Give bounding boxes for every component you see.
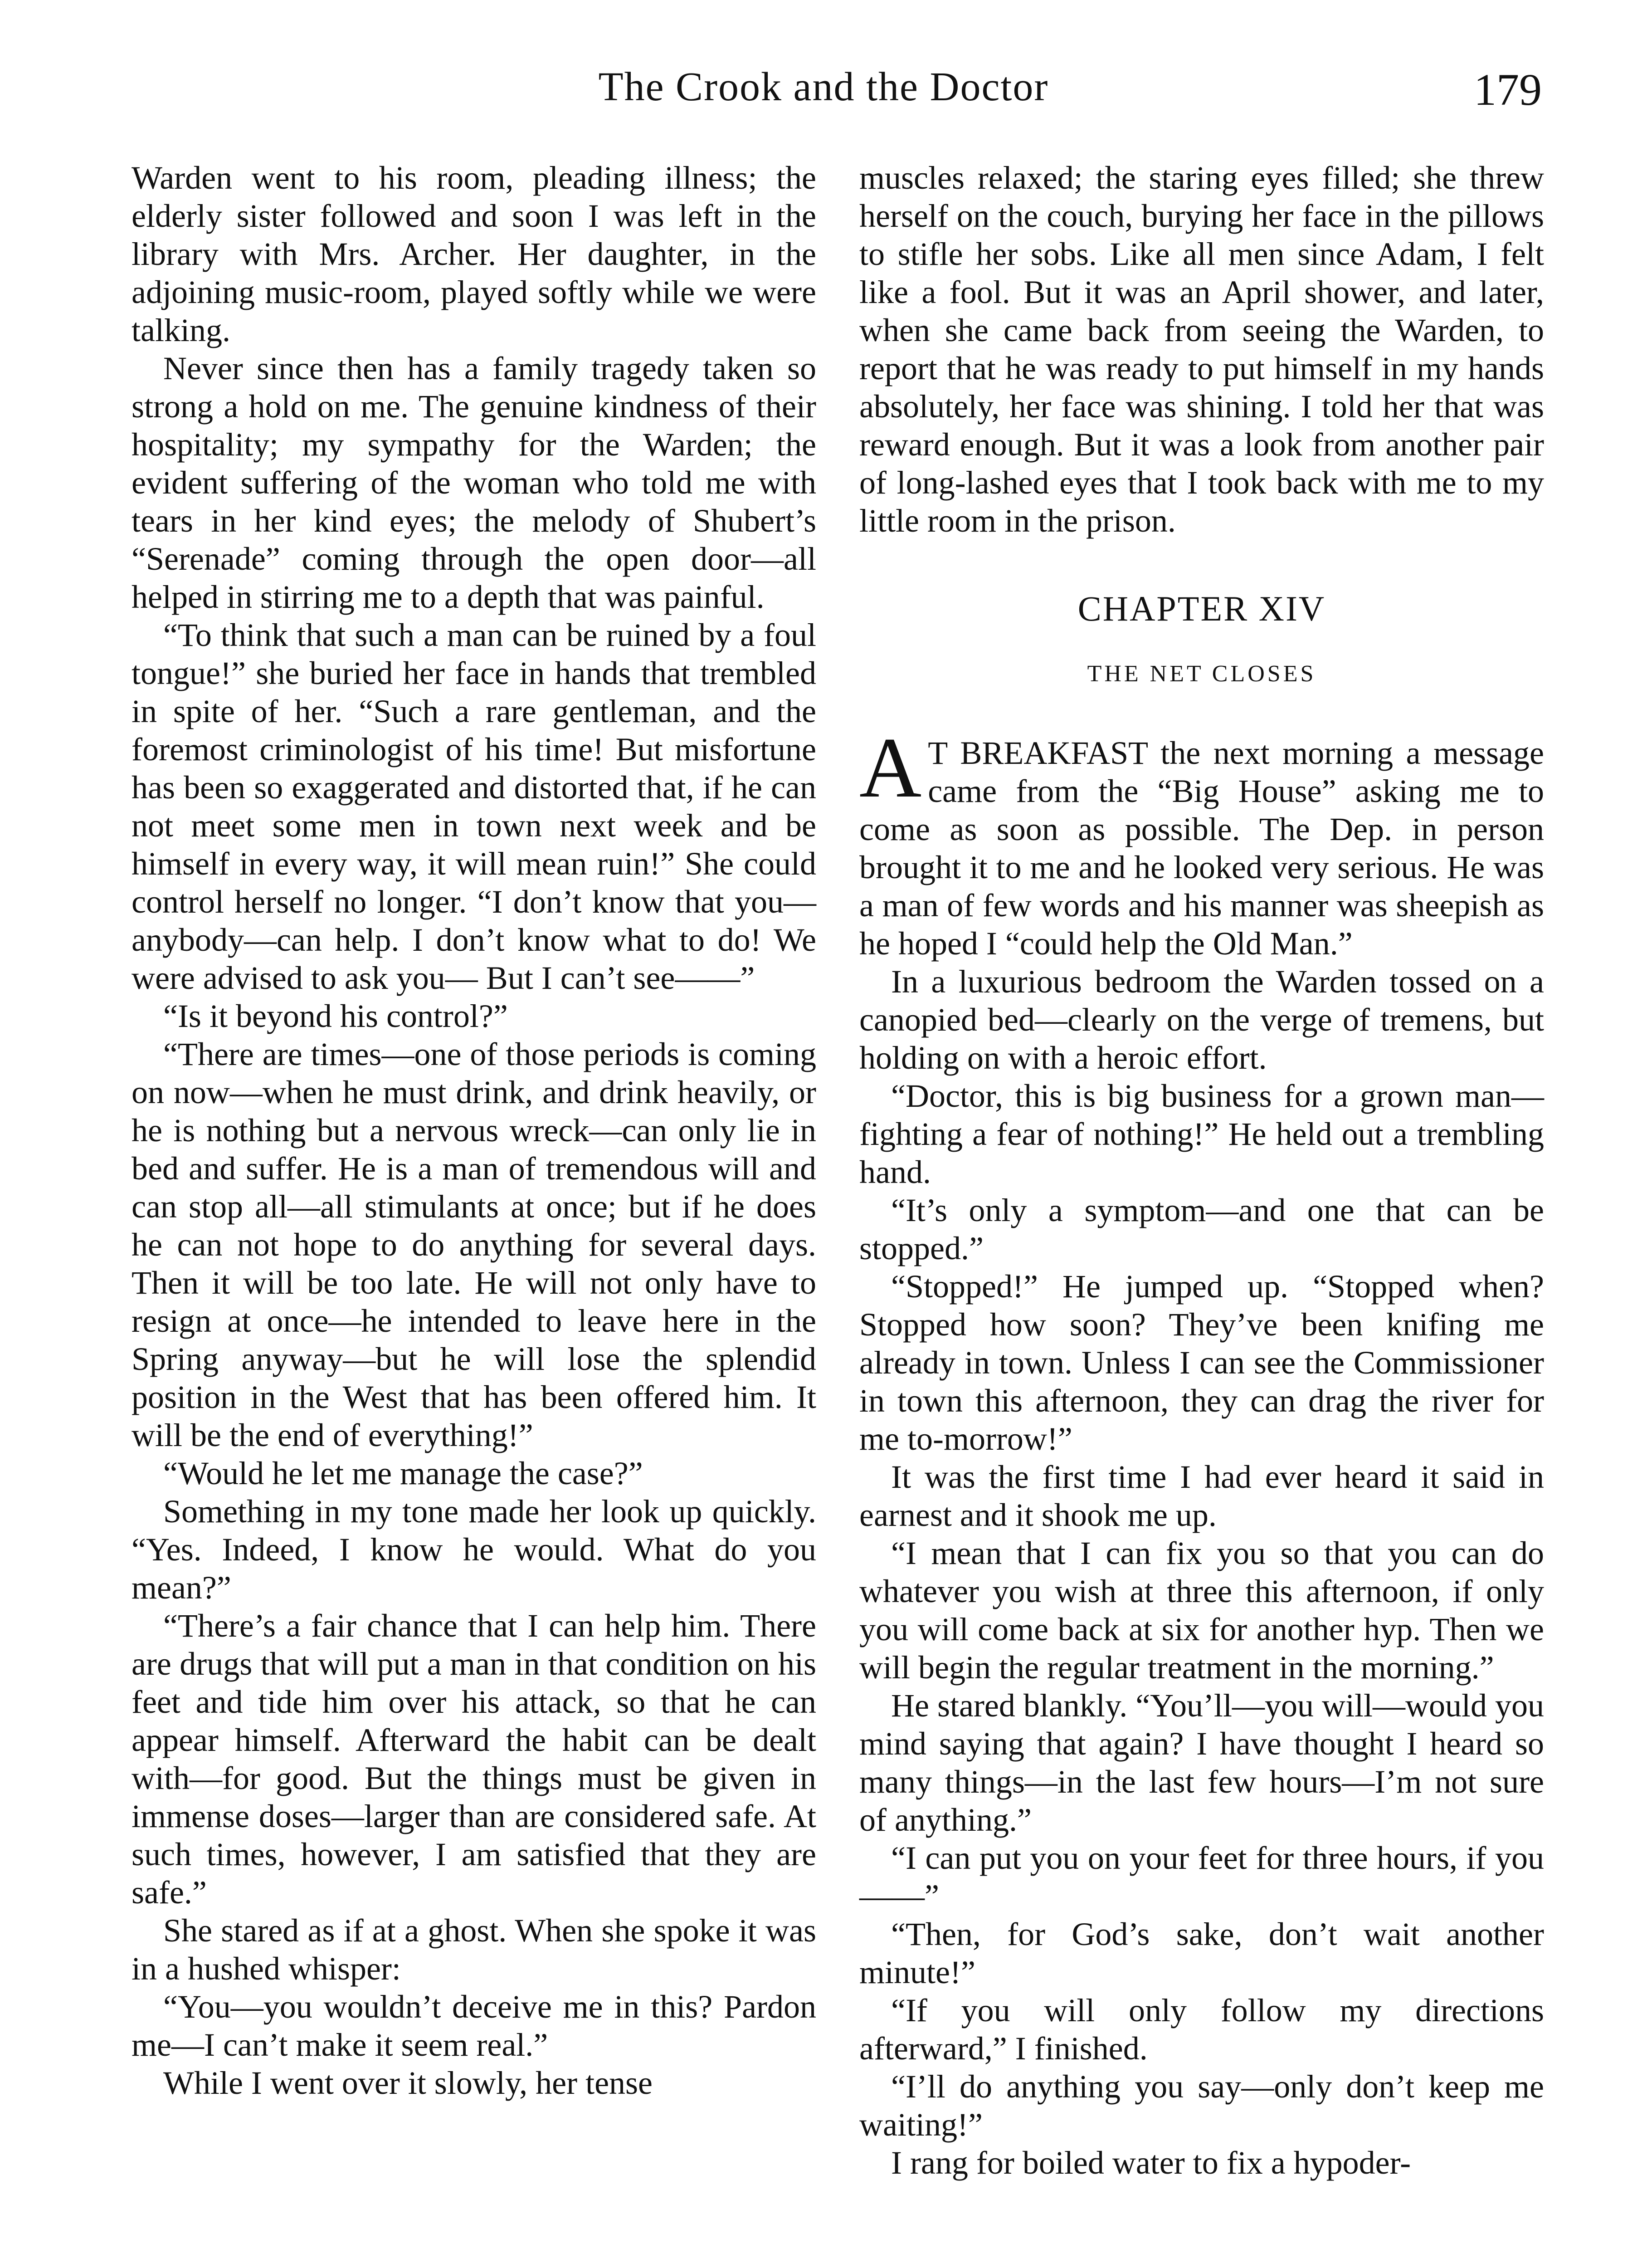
running-head-title: The Crook and the Doctor (598, 64, 1049, 109)
paragraph: It was the first time I had ever heard it said in earnest and it shook me up. (859, 1459, 1544, 1533)
paragraph: “I’ll do anything you say—only don’t keep me waiting!” (859, 2068, 1544, 2143)
paragraph: “Would he let me manage the case?” (163, 1455, 643, 1491)
paragraph: “To think that such a man can be ruined by a foul tongue!” she buried her face in hands that trembled in spite of her. “Such a rare gentleman, and the foremost criminologist of his time! But misfortune has been so exaggerated and distorted that, if he can not meet some men in town next week and be himself in every way, it will mean ruin!” She could control herself no longer. “I don’t know that you—anybody—can help. I don’t know what to do! We were advised to ask you— But I can’t see——” (132, 617, 816, 996)
paragraph: “Doctor, this is big business for a grown man—fighting a fear of nothing!” He held out a trembling hand. (859, 1078, 1544, 1190)
paragraph: In a luxurious bedroom the Warden tossed on a canopied bed—clearly on the verge of tremens, but holding on with a heroic effort. (859, 963, 1544, 1076)
paragraph: “It’s only a symptom—and one that can be stopped.” (859, 1192, 1544, 1266)
paragraph: “Is it beyond his control?” (163, 998, 508, 1034)
paragraph: muscles relaxed; the staring eyes filled; she threw herself on the couch, burying her face in the pillows to stifle her sobs. Like all men since Adam, I felt like a fool. But it was an April shower, and later, when she came back from seeing the Warden, to report that he was ready to put himself in my hands absolutely, her face was shining. I told her that was reward enough. But it was a look from another pair of long-lashed eyes that I took back with me to my little room in the prison. (859, 160, 1544, 539)
chapter-title: CHAPTER XIV (1077, 589, 1326, 628)
paragraph: Something in my tone made her look up quickly. “Yes. Indeed, I know he would. What do you mean?” (132, 1493, 816, 1606)
paragraph: While I went over it slowly, her tense (163, 2065, 653, 2101)
left-column (132, 159, 816, 2102)
paragraph: “There’s a fair chance that I can help him. There are drugs that will put a man in that condition on his feet and tide him over his attack, so that he can appear himself. Afterward the habit can be dealt with—for good. But the things must be given in immense doses—larger than are considered safe. At such times, however, I am satisfied that they are safe.” (132, 1608, 816, 1911)
opening-text: T BREAKFAST the next morning a message came from the “Big House” asking me to come as soon as possible. The Dep. in person brought it to me and he looked very serious. He was a man of few words and his manner was sheepish as he hoped I “could help the Old Man.” (859, 735, 1544, 962)
paragraph: “Stopped!” He jumped up. “Stopped when? Stopped how soon? They’ve been knifing me already in town. Unless I can see the Commissioner in town this afternoon, they can drag the river for me to-morrow!” (859, 1268, 1544, 1457)
paragraph: “You—you wouldn’t deceive me in this? Pardon me—I can’t make it seem real.” (132, 1989, 816, 2063)
paragraph: Warden went to his room, pleading illness; the elderly sister followed and soon I was left in the library with Mrs. Archer. Her daughter, in the adjoining music-room, played softly while we were talking. (132, 160, 816, 348)
drop-cap: A (859, 720, 922, 816)
paragraph: Never since then has a family tragedy taken so strong a hold on me. The genuine kindness of their hospitality; my sympathy for the Warden; the evident suffering of the woman who told me with tears in her kind eyes; the melody of Shubert’s “Serenade” coming through the open door—all helped in stirring me to a depth that was painful. (132, 350, 816, 615)
paragraph: I rang for boiled water to fix a hypoder- (891, 2145, 1411, 2181)
chapter-subtitle: THE NET CLOSES (1087, 661, 1316, 687)
paragraph: “I mean that I can fix you so that you can do whatever you wish at three this afternoon, if only you will come back at six for another hyp. Then we will begin the regular treatment in the morning.” (859, 1535, 1544, 1686)
paragraph: “I can put you on your feet for three hours, if you——” (859, 1840, 1544, 1914)
paragraph: He stared blankly. “You’ll—you will—would you mind saying that again? I have thought I heard so many things—in the last few hours—I’m not sure of anything.” (859, 1687, 1544, 1838)
paragraph: “Then, for God’s sake, don’t wait another minute!” (859, 1916, 1544, 1990)
paragraph: “If you will only follow my directions afterward,” I finished. (859, 1992, 1544, 2067)
page-number: 179 (1474, 64, 1542, 115)
chapter-opening-paragraph (859, 720, 1544, 963)
paragraph: She stared as if at a ghost. When she spoke it was in a hushed whisper: (132, 1912, 816, 1987)
right-column (859, 159, 1544, 2182)
paragraph: “There are times—one of those periods is coming on now—when he must drink, and drink heavily, or he is nothing but a nervous wreck—can only lie in bed and suffer. He is a man of tremendous will and can stop all—all stimulants at once; but if he does he can not hope to do anything for several days. Then it will be too late. He will not only have to resign at once—he intended to leave here in the Spring anyway—but he will lose the splendid position in the West that has been offered him. It will be the end of everything!” (132, 1036, 816, 1453)
